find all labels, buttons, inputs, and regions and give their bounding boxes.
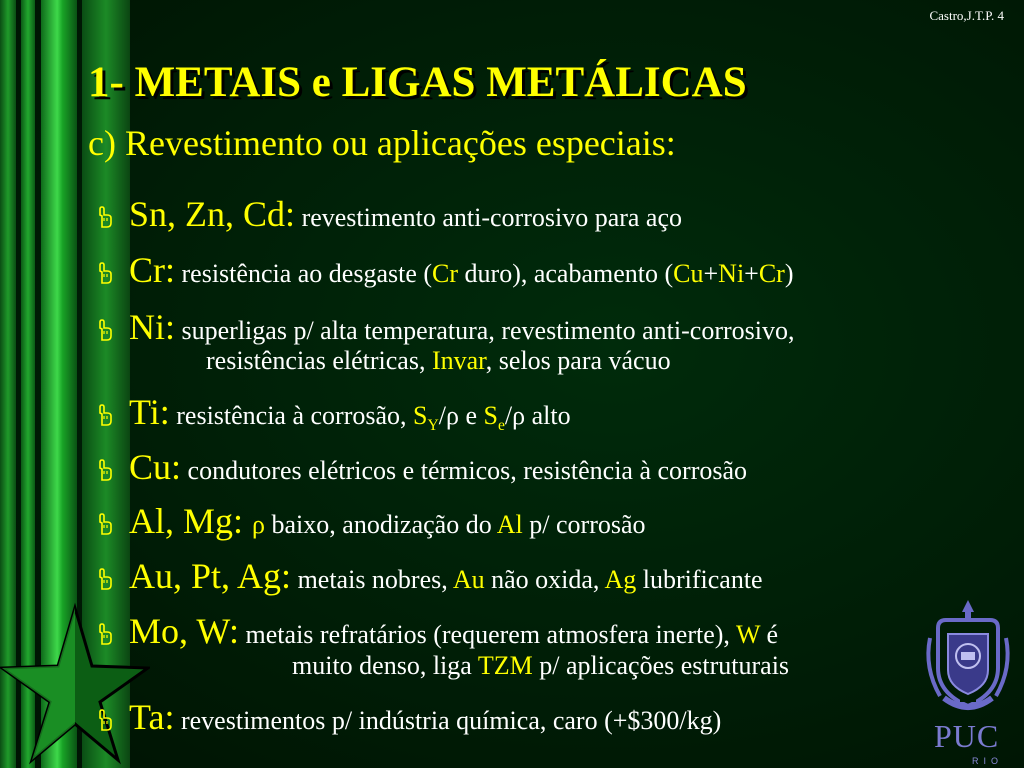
hand-pointer-icon: [95, 709, 129, 731]
subscript: e: [497, 417, 505, 435]
item-text: p/ corrosão: [522, 510, 646, 539]
item-text: /ρ e: [438, 401, 484, 430]
hand-pointer-icon: [95, 262, 129, 284]
slide-title: 1- METAIS e LIGAS METÁLICAS: [88, 59, 747, 106]
item-text: revestimento anti-corrosivo para aço: [295, 203, 683, 232]
item-text: /ρ alto: [504, 401, 571, 430]
separator: :: [165, 250, 176, 290]
highlight-text: Al: [496, 510, 523, 539]
element-key: Ag: [237, 556, 282, 596]
item-text: metais refratários (requerem atmosfera inerte),: [239, 620, 736, 649]
highlight-text: W: [735, 620, 761, 649]
puc-seal-logo: [918, 598, 1018, 716]
highlight-text: Cu: [673, 259, 704, 288]
separator: ,: [225, 194, 244, 234]
item-text: é: [760, 620, 779, 649]
list-item: [95, 555, 763, 597]
separator: :: [171, 447, 182, 487]
list-item: [95, 500, 646, 542]
item-text: lubrificante: [636, 565, 763, 594]
separator: :: [233, 501, 253, 541]
element-key: Cu: [129, 447, 172, 487]
element-key: Mg: [183, 501, 234, 541]
item-text: +: [744, 259, 759, 288]
element-key: Zn: [185, 194, 226, 234]
hand-pointer-icon: [95, 206, 129, 228]
list-item: [95, 446, 747, 488]
item-text: resistências elétricas,: [206, 346, 432, 375]
author-footer: Castro,J.T.P. 4: [929, 8, 1004, 23]
highlight-text: TZM: [477, 651, 533, 680]
list-item-continuation: [292, 651, 789, 681]
highlight-text: Ag: [604, 565, 637, 594]
item-text: baixo, anodização do: [265, 510, 497, 539]
element-key: Al: [129, 501, 165, 541]
element-key: Au: [129, 556, 173, 596]
item-text: resistência ao desgaste (: [175, 259, 433, 288]
element-key: Pt: [191, 556, 222, 596]
separator: :: [164, 697, 175, 737]
highlight-text: Ni: [718, 259, 745, 288]
hand-pointer-icon: [95, 319, 129, 341]
slide-subtitle: c) Revestimento ou aplicações especiais:: [88, 123, 676, 163]
item-text: metais nobres,: [291, 565, 453, 594]
list-item: [95, 193, 682, 235]
highlight-text: Au: [452, 565, 485, 594]
highlight-text: Cr: [758, 259, 785, 288]
puc-logo-subtext: RIO: [972, 756, 1004, 766]
item-text: ): [784, 259, 794, 288]
item-text: +: [703, 259, 719, 288]
separator: ,: [167, 194, 186, 234]
item-text: muito denso, liga: [292, 651, 478, 680]
puc-logo-text: PUC: [934, 718, 1000, 754]
list-item: [95, 306, 794, 348]
highlight-text: Cr: [432, 259, 459, 288]
highlight-text: S: [483, 401, 498, 430]
highlight-text: S: [413, 401, 428, 430]
separator: :: [165, 307, 176, 347]
separator: :: [229, 611, 240, 651]
hand-pointer-icon: [95, 568, 129, 590]
list-item: [95, 249, 794, 291]
list-item: [95, 696, 721, 738]
item-text: resistência à corrosão,: [169, 401, 414, 430]
list-item: [95, 391, 571, 435]
list-item: [95, 610, 778, 652]
rho-symbol: ρ: [252, 510, 266, 539]
separator: :: [159, 392, 170, 432]
hand-pointer-icon: [95, 623, 129, 645]
element-key: Mo: [129, 611, 180, 651]
separator: ,: [173, 556, 191, 596]
item-text: superligas p/ alta temperatura, revestimento anti-corrosivo,: [175, 316, 795, 345]
element-key: Ni: [129, 307, 165, 347]
highlight-text: Invar: [431, 346, 486, 375]
item-text: não oxida,: [484, 565, 605, 594]
item-text: duro), acabamento (: [458, 259, 674, 288]
element-key: Cr: [129, 250, 165, 290]
hand-pointer-icon: [95, 513, 129, 535]
hand-pointer-icon: [95, 459, 129, 481]
element-key: Sn: [129, 194, 168, 234]
separator: :: [281, 556, 292, 596]
item-text: p/ aplicações estruturais: [532, 651, 790, 680]
separator: ,: [179, 611, 197, 651]
element-key: W: [196, 611, 230, 651]
element-key: Ta: [129, 697, 165, 737]
separator: :: [285, 194, 296, 234]
item-text: , selos para vácuo: [485, 346, 671, 375]
item-text: condutores elétricos e térmicos, resistência à corrosão: [181, 456, 748, 485]
separator: ,: [221, 556, 238, 596]
element-key: Ti: [129, 392, 160, 432]
separator: ,: [165, 501, 183, 541]
hand-pointer-icon: [95, 404, 129, 426]
list-item-continuation: [206, 346, 671, 376]
element-key: Cd: [243, 194, 286, 234]
item-text: revestimentos p/ indústria química, caro (+$300/kg): [174, 706, 722, 735]
subscript: Y: [427, 417, 439, 435]
